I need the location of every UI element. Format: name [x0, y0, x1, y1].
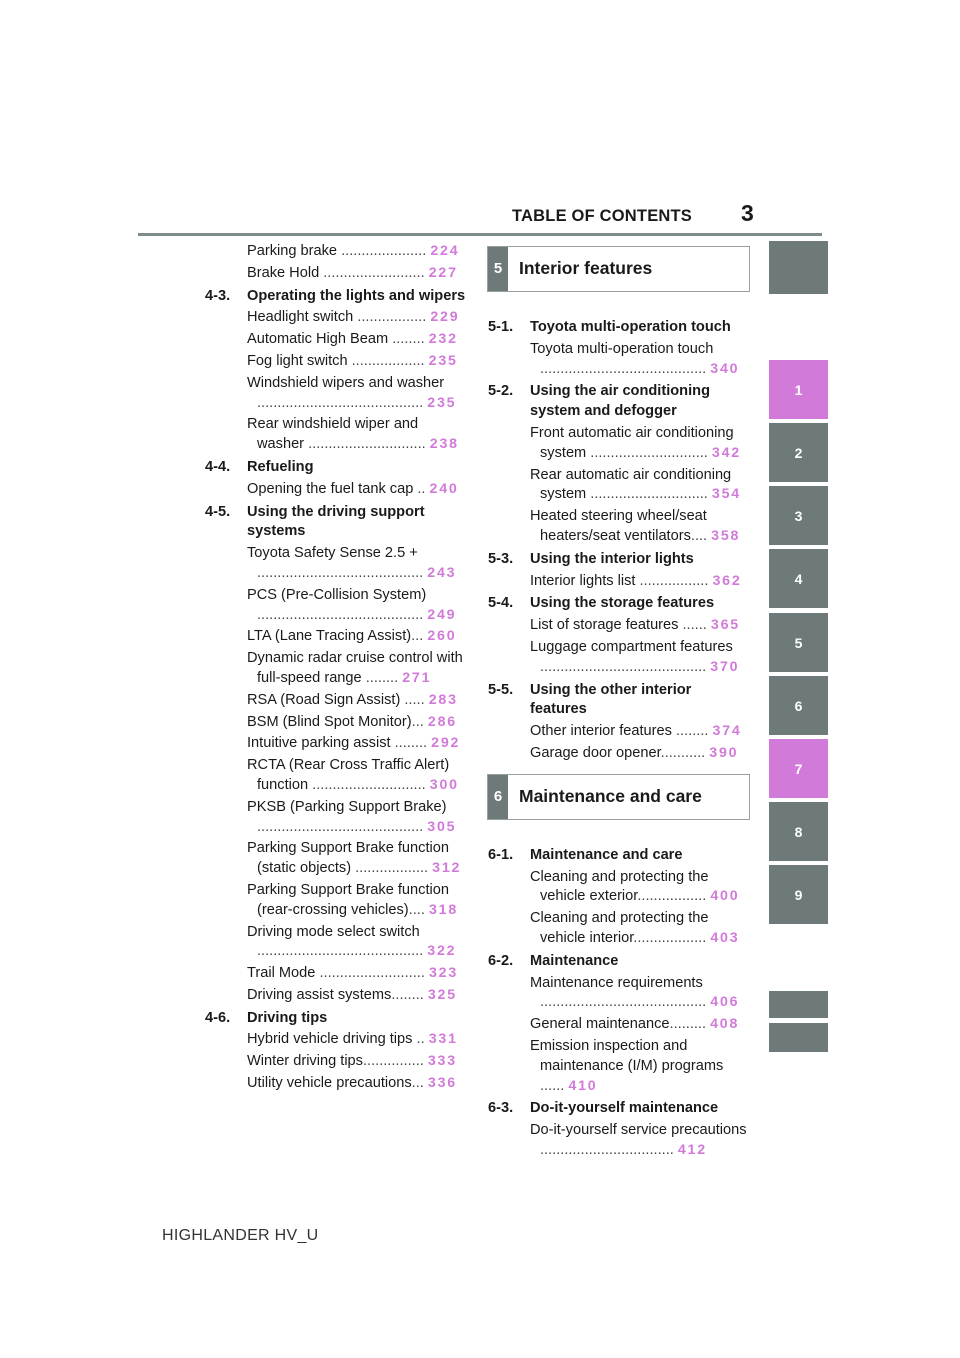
dot-leader: ... [411, 628, 428, 645]
section-heading [488, 318, 750, 338]
chapter-title: Maintenance and care [519, 785, 702, 806]
entry-title [530, 744, 750, 764]
chapter-tab-blank[interactable] [769, 241, 828, 294]
page-link[interactable]: 362 [712, 572, 742, 589]
toc-entry[interactable] [205, 544, 467, 584]
entry-title [247, 923, 467, 963]
entry-text: Headlight switch [247, 309, 354, 326]
entry-title [530, 868, 750, 908]
toc-section [488, 952, 750, 1097]
toc-entry[interactable] [205, 713, 467, 733]
entry-text: Cleaning and protecting the vehicle exterior [530, 868, 709, 905]
entry-title [247, 308, 467, 328]
header-title: TABLE OF CONTENTS [512, 207, 693, 225]
toc-entry[interactable] [205, 1074, 467, 1094]
entry-text: Toyota multi-operation touch [530, 340, 714, 357]
section-number: 5-4. [488, 595, 514, 612]
entry-text: Trail Mode [247, 965, 316, 982]
entry-text: Garage door opener [530, 744, 661, 761]
toc-entry[interactable] [488, 424, 750, 464]
section-title: Using the storage features [530, 595, 715, 612]
entry-text: Winter driving tips [247, 1053, 363, 1070]
page-link[interactable]: 354 [711, 486, 741, 503]
page-link[interactable]: 224 [430, 243, 460, 259]
toc-section [205, 458, 467, 500]
toc-entry[interactable] [488, 1037, 750, 1096]
entry-title [530, 466, 750, 506]
page-link[interactable]: 331 [428, 1031, 458, 1048]
header-rule [138, 233, 822, 236]
dot-leader: .......................... [315, 965, 429, 982]
entry-text: Other interior features [530, 723, 672, 740]
toc-entry[interactable] [205, 1030, 467, 1050]
entry-text: Parking brake [247, 243, 338, 259]
dot-leader: ......................................... [257, 818, 428, 835]
entry-title [530, 340, 750, 380]
toc-entry[interactable] [488, 1121, 750, 1161]
page-link[interactable]: 283 [428, 691, 458, 708]
toc-entry[interactable] [205, 798, 467, 838]
chapter-tab-2[interactable]: 2 [769, 423, 828, 482]
toc-entry[interactable] [205, 986, 467, 1006]
section-title: Using the driving support systems [247, 503, 425, 540]
section-title: Using the interior lights [530, 550, 694, 567]
toc-section [205, 503, 467, 1006]
dot-leader: ............................ [308, 776, 430, 793]
entry-title [247, 627, 467, 647]
chapter-tab-9[interactable]: 9 [769, 865, 828, 924]
dot-leader: .................. [633, 929, 711, 946]
entry-title [247, 691, 467, 711]
entry-title [247, 798, 467, 838]
section-number: 5-1. [488, 319, 514, 335]
dot-leader: ................. [637, 888, 711, 905]
toc-entry[interactable] [488, 744, 750, 764]
dot-leader: ................................. [540, 1141, 678, 1158]
section-heading [488, 681, 750, 721]
section-title: Using the other interior features [530, 681, 692, 718]
entry-title [247, 1074, 467, 1094]
section-number: 5-5. [488, 681, 514, 698]
entry-title [530, 424, 750, 464]
chapter-number: 5 [488, 247, 508, 291]
section-heading [488, 594, 750, 614]
entry-title [530, 572, 750, 592]
entry-text: Toyota Safety Sense 2.5 + [247, 545, 418, 562]
entry-text: Parking Support Brake function (rear-crossing vehicles) [247, 881, 449, 918]
chapter-tab-3[interactable]: 3 [769, 486, 828, 545]
page-link[interactable]: 227 [428, 264, 458, 281]
toc-entry[interactable] [488, 868, 750, 908]
toc-entry[interactable] [488, 572, 750, 592]
toc-section [488, 846, 750, 949]
page-link[interactable]: 325 [427, 986, 457, 1003]
section-title: Do-it-yourself maintenance [530, 1100, 719, 1117]
toc-entry[interactable] [488, 466, 750, 506]
section-number: 5-3. [488, 550, 514, 567]
section-number: 4-3. [205, 287, 231, 304]
entry-title [530, 1015, 750, 1035]
dot-leader: ........ [390, 735, 432, 752]
dot-leader: ...... [540, 1077, 569, 1094]
entry-title [530, 1121, 750, 1161]
page-link[interactable]: 336 [427, 1075, 457, 1092]
entry-text: Driving assist systems [247, 986, 392, 1003]
page-link[interactable]: 340 [710, 360, 740, 377]
toc-entry[interactable] [205, 480, 467, 500]
dot-leader: ........ [671, 723, 713, 740]
entry-text: Driving mode select switch [247, 923, 420, 940]
entry-text: Windshield wipers and washer [247, 374, 445, 391]
entry-title [247, 586, 467, 626]
chapter-tab-blank[interactable] [769, 991, 828, 1018]
entry-text: LTA (Lane Tracing Assist) [247, 628, 412, 645]
page-link[interactable]: 374 [712, 723, 742, 740]
toc-entry[interactable] [205, 734, 467, 754]
section-heading [488, 550, 750, 570]
entry-title [530, 722, 750, 742]
toc-entry[interactable] [205, 964, 467, 984]
section-title: Maintenance and care [530, 846, 683, 863]
entry-title [247, 1030, 467, 1050]
entry-text: Brake Hold [247, 264, 320, 281]
chapter-tab-5[interactable]: 5 [769, 613, 828, 672]
entry-title [247, 544, 467, 584]
toc-section [205, 1009, 467, 1094]
entry-text: Intuitive parking assist [247, 735, 391, 752]
section-number: 4-5. [205, 503, 231, 520]
dot-leader: ........... [660, 744, 710, 761]
page-link[interactable]: 318 [428, 901, 459, 918]
dot-leader: ............................. [304, 436, 430, 453]
toc-entry[interactable] [488, 909, 750, 949]
section-heading [488, 1099, 750, 1119]
toc-entry[interactable] [205, 308, 467, 328]
page-link[interactable]: 410 [568, 1077, 598, 1094]
entry-title [247, 330, 467, 350]
section-heading [205, 503, 467, 543]
entry-text: Dynamic radar cruise control with full-speed range [247, 650, 463, 686]
entry-text: Do-it-yourself service precautions [530, 1122, 747, 1139]
entry-title [247, 352, 467, 372]
chapter-number: 6 [488, 775, 508, 819]
page-link[interactable]: 238 [429, 436, 459, 453]
toc-section [488, 594, 750, 677]
page-link[interactable]: 229 [430, 309, 460, 326]
dot-leader: ............................. [586, 444, 712, 461]
page-link[interactable]: 403 [710, 929, 740, 946]
dot-leader: ...... [678, 617, 711, 634]
chapter-heading-box [487, 774, 750, 820]
toc-entry[interactable] [205, 881, 467, 921]
entry-title [247, 713, 467, 733]
entry-title [247, 1052, 467, 1072]
entry-text: PKSB (Parking Support Brake) [247, 798, 447, 815]
entry-text: BSM (Blind Spot Monitor) [247, 713, 412, 730]
entry-title [530, 909, 750, 949]
entry-text: Hybrid vehicle driving tips [247, 1031, 413, 1048]
entry-text: Interior lights list [530, 572, 636, 589]
dot-leader: ..................... [337, 243, 431, 259]
toc-left-column [205, 242, 467, 1097]
dot-leader: .................. [347, 352, 429, 369]
dot-leader: ......... [669, 1016, 711, 1033]
entry-text: Emission inspection and maintenance (I/M) programs [530, 1037, 724, 1074]
entry-title [530, 1037, 750, 1096]
section-number: 4-6. [205, 1009, 231, 1026]
dot-leader: .................. [351, 860, 433, 877]
entry-title [247, 964, 467, 984]
section-heading [205, 287, 467, 307]
toc-entry[interactable] [205, 1052, 467, 1072]
entry-title [247, 264, 467, 284]
section-number: 6-3. [488, 1100, 514, 1117]
page-number: 3 [741, 200, 754, 226]
entry-title [530, 507, 750, 547]
section-heading [488, 382, 750, 422]
entry-title [247, 881, 467, 921]
page-link[interactable]: 260 [427, 628, 457, 645]
page-link[interactable]: 370 [710, 658, 740, 675]
toc-entry[interactable] [488, 638, 750, 678]
entry-text: Cleaning and protecting the vehicle interior [530, 910, 709, 946]
entry-title [247, 756, 467, 796]
entry-title [247, 734, 467, 754]
section-title: Maintenance [530, 952, 619, 969]
dot-leader: ......................................... [540, 994, 711, 1011]
page-link[interactable]: 342 [711, 444, 741, 461]
dot-leader: ............................. [586, 486, 712, 503]
toc-section [205, 287, 467, 455]
section-title: Operating the lights and wipers [247, 287, 466, 304]
dot-leader: .. [412, 1031, 429, 1048]
chapter-tab-1[interactable]: 1 [769, 360, 828, 419]
entry-text: List of storage features [530, 617, 679, 634]
dot-leader: ..... [400, 691, 429, 708]
toc-entry[interactable] [488, 974, 750, 1014]
entry-text: Fog light switch [247, 352, 348, 369]
section-heading [488, 952, 750, 972]
toc-entry[interactable] [488, 340, 750, 380]
footer-model: HIGHLANDER HV_U [162, 1227, 319, 1244]
dot-leader: ......................................... [257, 564, 428, 581]
page-link[interactable]: 390 [709, 744, 739, 761]
chapter-title: Interior features [519, 258, 653, 279]
toc-entry[interactable] [488, 507, 750, 547]
entry-title [247, 480, 467, 500]
entry-title [247, 415, 467, 455]
entry-title [247, 986, 467, 1006]
section-title: Using the air conditioning system and defogger [530, 383, 710, 420]
entry-title [530, 616, 750, 636]
section-heading [205, 458, 467, 478]
section-heading [205, 1009, 467, 1029]
entry-text: RSA (Road Sign Assist) [247, 691, 401, 708]
toc-section [488, 1099, 750, 1160]
toc-entry[interactable] [205, 627, 467, 647]
section-heading [488, 846, 750, 866]
page-link[interactable]: 365 [710, 617, 740, 634]
dot-leader: .... [408, 901, 429, 918]
entry-title [247, 374, 467, 414]
page-link[interactable]: 333 [427, 1053, 457, 1070]
dot-leader: ... [411, 713, 428, 730]
entry-text: Maintenance requirements [530, 974, 703, 991]
page-link[interactable]: 271 [402, 669, 432, 686]
section-number: 6-1. [488, 846, 514, 863]
toc-entry[interactable] [488, 722, 750, 742]
entry-text: Rear windshield wiper and washer [247, 416, 419, 453]
toc-entry[interactable] [205, 756, 467, 796]
section-number: 6-2. [488, 952, 514, 969]
section-title: Refueling [247, 458, 314, 475]
page-link[interactable]: 358 [711, 527, 741, 544]
entry-text: RCTA (Rear Cross Traffic Alert) function [247, 757, 450, 793]
toc-entry[interactable] [205, 691, 467, 711]
toc-section [488, 318, 750, 379]
entry-text: PCS (Pre-Collision System) [247, 586, 427, 603]
entry-text: Utility vehicle precautions [247, 1075, 412, 1092]
toc-entry[interactable] [205, 415, 467, 455]
entry-title [530, 638, 750, 678]
section-title: Toyota multi-operation touch [530, 319, 731, 335]
toc-right-column [488, 246, 750, 1164]
page-link[interactable]: 412 [677, 1141, 707, 1158]
dot-leader: ................. [353, 309, 431, 326]
page-link[interactable]: 323 [428, 965, 459, 982]
entry-text: Parking Support Brake function (static objects) [247, 840, 449, 877]
entry-title [247, 839, 467, 879]
entry-text: Automatic High Beam [247, 331, 389, 348]
dot-leader: ........ [361, 669, 403, 686]
page-link[interactable]: 232 [428, 331, 458, 348]
entry-text: Luggage compartment features [530, 638, 733, 655]
section-number: 4-4. [205, 458, 231, 475]
page-link[interactable]: 249 [427, 606, 457, 623]
page-link[interactable]: 243 [427, 564, 457, 581]
toc-entry[interactable] [205, 839, 467, 879]
toc-entry[interactable] [205, 264, 467, 284]
dot-leader: ... [411, 1075, 428, 1092]
dot-leader: ......................................... [257, 606, 428, 623]
toc-section [488, 382, 750, 546]
entry-text: Rear automatic air conditioning system [530, 466, 732, 503]
dot-leader: ......................................... [257, 394, 428, 411]
entry-title [247, 242, 467, 262]
entry-text: Opening the fuel tank cap [247, 480, 414, 497]
page-link[interactable]: 300 [429, 776, 459, 793]
chapter-tab-7[interactable]: 7 [769, 739, 828, 798]
dot-leader: ......................................... [257, 943, 428, 960]
entry-text: General maintenance [530, 1016, 670, 1033]
page-link[interactable]: 406 [710, 994, 740, 1011]
entry-text: Heated steering wheel/seat heaters/seat ventilators [530, 508, 707, 544]
page-link[interactable]: 235 [428, 352, 458, 369]
chapter-tab-4[interactable]: 4 [769, 549, 828, 608]
chapter-tab-8[interactable]: 8 [769, 802, 828, 861]
dot-leader: .... [690, 527, 712, 544]
page-link[interactable]: 235 [427, 394, 457, 411]
page-link[interactable]: 400 [710, 888, 740, 905]
toc-section [488, 550, 750, 592]
toc-section [205, 242, 467, 284]
section-title: Driving tips [247, 1009, 328, 1026]
dot-leader: ................. [635, 572, 713, 589]
page-link[interactable]: 240 [429, 480, 459, 497]
chapter-heading-box [487, 246, 750, 292]
toc-entry[interactable] [205, 242, 467, 262]
page-link[interactable]: 322 [427, 943, 457, 960]
dot-leader: ........ [388, 331, 429, 348]
toc-entry[interactable] [205, 649, 467, 689]
entry-title [530, 974, 750, 1014]
page-link[interactable]: 286 [427, 713, 457, 730]
dot-leader: ......................................... [540, 360, 711, 377]
toc-section [488, 681, 750, 764]
dot-leader: ........ [391, 986, 428, 1003]
toc-entry[interactable] [488, 1015, 750, 1035]
page-link[interactable]: 305 [427, 818, 457, 835]
page-link[interactable]: 312 [432, 860, 462, 877]
toc-entry[interactable] [205, 330, 467, 350]
entry-text: Front automatic air conditioning system [530, 424, 734, 461]
dot-leader: ......................................... [540, 658, 711, 675]
dot-leader: ......................... [319, 264, 429, 281]
entry-title [247, 649, 467, 689]
page-link[interactable]: 292 [431, 735, 461, 752]
chapter-tab-blank[interactable] [769, 1023, 828, 1052]
toc-entry[interactable] [205, 352, 467, 372]
chapter-tab-6[interactable]: 6 [769, 676, 828, 735]
toc-entry[interactable] [205, 374, 467, 414]
toc-entry[interactable] [205, 923, 467, 963]
dot-leader: ............... [362, 1053, 428, 1070]
page-link[interactable]: 408 [710, 1016, 740, 1033]
toc-entry[interactable] [488, 616, 750, 636]
section-number: 5-2. [488, 383, 514, 400]
dot-leader: .. [413, 480, 430, 497]
toc-entry[interactable] [205, 586, 467, 626]
